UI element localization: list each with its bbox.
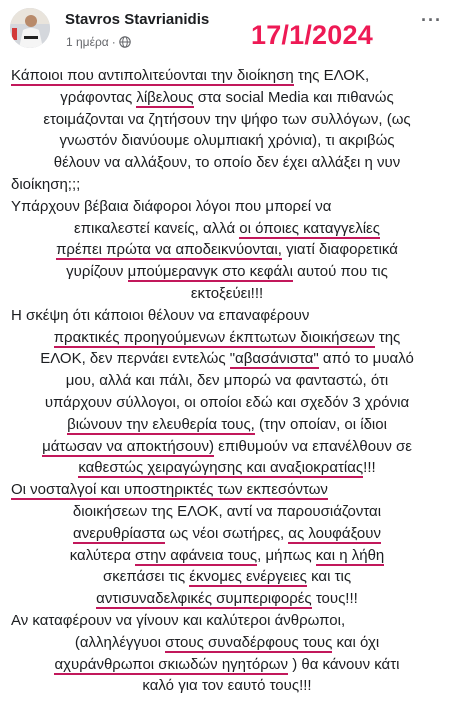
- text-line: [11, 610, 443, 632]
- text-segment: τους!!!: [311, 590, 358, 608]
- meta-separator: ·: [111, 35, 116, 49]
- text-segment: γιατί διαφορετικά: [281, 241, 398, 259]
- globe-icon: [119, 36, 131, 48]
- text-line: [11, 588, 443, 610]
- underlined-phrase: οι όποιες καταγγελίες: [239, 219, 380, 237]
- underlined-phrase: "αβασάνιστα": [229, 350, 319, 368]
- underlined-phrase: ανερυθρίαστα: [73, 524, 166, 542]
- text-segment: από το μυαλό: [318, 350, 414, 368]
- text-segment: ετοιμάζονται να ζητήσουν την ψήφο των συλλόγων, (ως: [43, 110, 411, 128]
- text-segment: σκεπάσει τις: [102, 568, 190, 586]
- text-segment: της ΕΛΟΚ,: [293, 67, 370, 84]
- text-line: [11, 174, 443, 196]
- text-line: [11, 87, 443, 109]
- text-line: [11, 305, 443, 327]
- underlined-phrase: ας λουφάξουν: [288, 524, 381, 542]
- text-segment: επικαλεστεί κανείς, αλλά: [74, 219, 240, 237]
- avatar[interactable]: [10, 8, 50, 48]
- text-line: [11, 479, 443, 501]
- text-segment: ως νέοι σωτήρες,: [165, 524, 289, 542]
- text-line: [11, 632, 443, 654]
- text-line: [11, 545, 443, 567]
- more-dots-icon[interactable]: ···: [421, 10, 442, 30]
- underlined-phrase: μάτωσαν να αποκτήσουν): [42, 437, 214, 455]
- text-segment: της: [374, 328, 401, 346]
- text-segment: γράφοντας: [60, 88, 137, 106]
- text-segment: ) θα κάνουν κάτι: [288, 655, 400, 673]
- underlined-phrase: πρέπει πρώτα να αποδεικνύονται,: [56, 241, 282, 259]
- text-line: [11, 392, 443, 414]
- text-segment: γνωστόν διανύουμε ολυμπιακή χρόνια), τι ακριβώς: [59, 132, 395, 150]
- text-segment: εκτοξεύει!!!: [190, 284, 264, 302]
- underlined-phrase: στους συναδέρφους τους: [165, 633, 333, 651]
- text-line: [11, 457, 443, 479]
- underlined-phrase: πρακτικές προηγούμενων έκπτωτων διοικήσεων: [53, 328, 375, 346]
- underlined-phrase: στην αφάνεια τους: [135, 546, 258, 564]
- text-line: [11, 436, 443, 458]
- post-body: [11, 65, 443, 697]
- underlined-phrase: αντισυναδελφικές συμπεριφορές: [96, 590, 312, 608]
- text-line: [11, 261, 443, 283]
- underlined-phrase: καθεστώς χειραγώγησης και αναξιοκρατίας: [78, 459, 364, 477]
- post-time[interactable]: 1 ημέρα: [66, 35, 109, 49]
- text-line: [11, 523, 443, 545]
- text-segment: και όχι: [332, 633, 380, 651]
- text-segment: Αν καταφέρουν να γίνουν και καλύτεροι άνθρωποι,: [11, 611, 346, 629]
- text-segment: !!!: [363, 459, 376, 477]
- text-segment: αυτού που τις: [293, 263, 388, 281]
- text-segment: στα social Media και πιθανώς: [193, 88, 394, 106]
- text-line: [11, 566, 443, 588]
- text-line: [11, 152, 443, 174]
- text-segment: διοικήσεων της ΕΛΟΚ, αντί να παρουσιάζονται: [72, 502, 382, 520]
- text-segment: θέλουν να αλλάξουν, το οποίο δεν έχει αλλάξει η νυν: [53, 154, 401, 172]
- text-segment: ΕΛΟΚ, δεν περνάει εντελώς: [40, 350, 230, 368]
- text-segment: γυρίζουν: [66, 263, 128, 281]
- date-stamp: 17/1/2024: [251, 20, 373, 50]
- text-line: [11, 327, 443, 349]
- text-segment: Η σκέψη ότι κάποιοι θέλουν να επαναφέρουν: [11, 306, 310, 324]
- underlined-phrase: και η λήθη: [315, 546, 385, 564]
- text-line: [11, 239, 443, 261]
- post-header: [0, 0, 450, 62]
- text-segment: καλύτερα: [69, 546, 136, 564]
- author-name[interactable]: Stavros Stavrianidis: [65, 11, 210, 28]
- text-line: [11, 501, 443, 523]
- underlined-phrase: έκνομες ενέργειες: [189, 568, 307, 586]
- text-line: [11, 283, 443, 305]
- text-line: [11, 196, 443, 218]
- text-segment: διοίκηση;;;: [11, 175, 81, 193]
- text-line: [11, 130, 443, 152]
- text-segment: και τις: [306, 568, 352, 586]
- underlined-phrase: βιώνουν την ελευθερία τους,: [67, 415, 255, 433]
- text-line: [11, 654, 443, 676]
- text-line: [11, 370, 443, 392]
- underlined-phrase: Οι νοσταλγοί και υποστηρικτές των εκπεσόντων: [11, 481, 328, 499]
- text-line: [11, 675, 443, 697]
- post-meta: [66, 35, 131, 49]
- text-segment: (αλληλέγγυοι: [74, 633, 166, 651]
- text-segment: μου, αλλά και πάλι, δεν μπορώ να φανταστώ, ότι: [65, 372, 389, 390]
- text-segment: καλό για τον εαυτό τους!!!: [142, 677, 312, 695]
- underlined-phrase: μπούμερανγκ στο κεφάλι: [127, 263, 294, 281]
- text-segment: (την οποίαν, οι ίδιοι: [254, 415, 387, 433]
- underlined-phrase: αχυράνθρωποι σκιωδών ηγητόρων: [54, 655, 289, 673]
- text-segment: , μήπως: [257, 546, 316, 564]
- text-segment: επιθυμούν να επανέλθουν σε: [213, 437, 412, 455]
- text-segment: Υπάρχουν βέβαια διάφοροι λόγοι που μπορεί να: [11, 197, 332, 215]
- text-line: [11, 348, 443, 370]
- text-line: [11, 65, 443, 87]
- text-segment: υπάρχουν σύλλογοι, οι οποίοι εδώ και σχεδόν 3 χρόνια: [44, 393, 410, 411]
- text-line: [11, 218, 443, 240]
- text-line: [11, 414, 443, 436]
- text-line: [11, 109, 443, 131]
- underlined-phrase: Κάποιοι που αντιπολιτεύονται την διοίκηση: [11, 67, 294, 84]
- underlined-phrase: λίβελους: [136, 88, 194, 106]
